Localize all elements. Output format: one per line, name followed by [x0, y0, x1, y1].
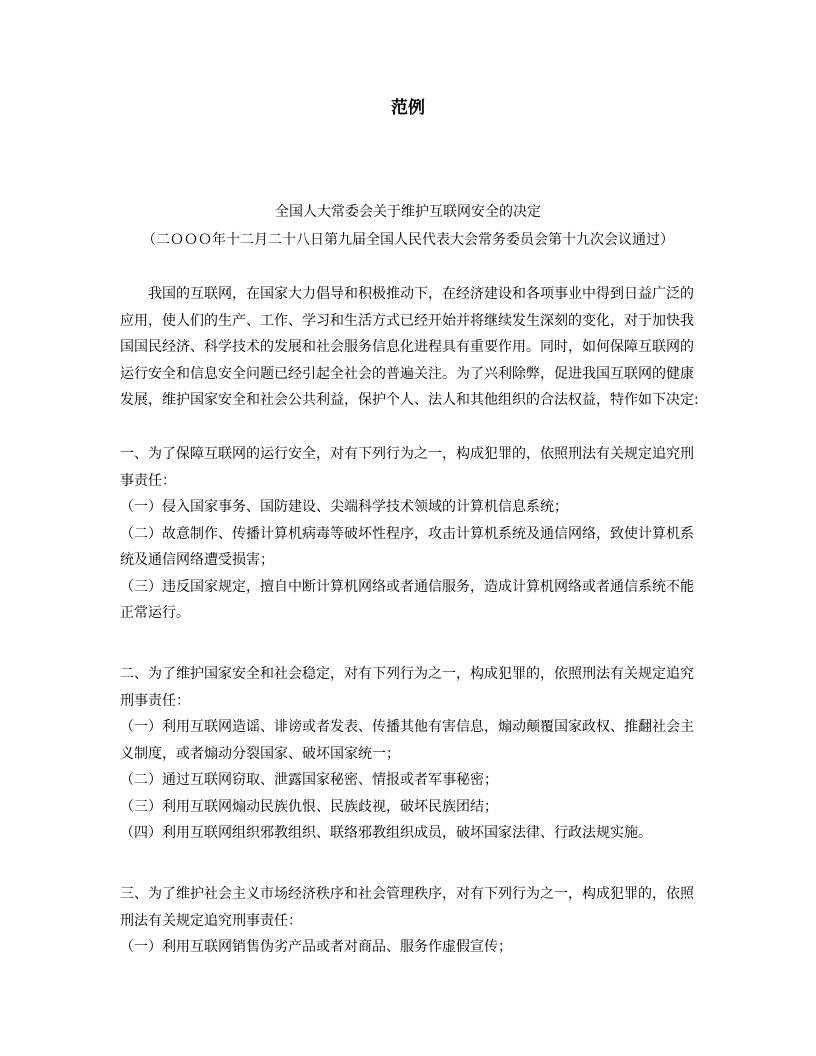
- text-line: 二、为了维护国家安全和社会稳定，对有下列行为之一，构成犯罪的，依照刑法有关规定追究: [120, 666, 694, 682]
- text-line: 义制度，或者煽动分裂国家、破坏国家统一；: [120, 745, 400, 762]
- text-line: 我国的互联网，在国家大力倡导和积极推动下，在经济建设和各项事业中得到日益广泛的: [148, 286, 694, 302]
- text-line: （一）利用互联网造谣、诽谤或者发表、传播其他有害信息，煽动颠覆国家政权、推翻社会主: [120, 719, 694, 735]
- text-line: 运行安全和信息安全问题已经引起全社会的普遍关注。为了兴利除弊，促进我国互联网的健康: [120, 365, 694, 382]
- text-line: （三）违反国家规定，擅自中断计算机网络或者通信服务，造成计算机网络或者通信系统不能: [120, 578, 694, 595]
- text-line: 一、为了保障互联网的运行安全，对有下列行为之一，构成犯罪的，依照刑法有关规定追究刑: [120, 446, 694, 462]
- text-line: 应用，使人们的生产、工作、学习和生活方式已经开始并将继续发生深刻的变化，对于加快我: [120, 312, 694, 329]
- text-line: 三、为了维护社会主义市场经济秩序和社会管理秩序，对有下列行为之一，构成犯罪的，依照: [120, 886, 694, 902]
- text-line: （二）故意制作、传播计算机病毒等破坏性程序，攻击计算机系统及通信网络，致使计算机系: [120, 525, 694, 542]
- text-line: 事责任：: [120, 472, 176, 489]
- document-subtitle: （二ＯＯＯ年十二月二十八日第九届全国人民代表大会常务委员会第十九次会议通过）: [142, 232, 674, 248]
- text-line: 发展，维护国家安全和社会公共利益，保护个人、法人和其他组织的合法权益，特作如下决定:: [120, 392, 699, 408]
- text-line: 国国民经济、科学技术的发展和社会服务信息化进程具有重要作用。同时，如何保障互联网的: [120, 339, 694, 355]
- section-one: [120, 441, 706, 627]
- page-heading: 范例: [391, 98, 425, 118]
- text-line: （三）利用互联网煽动民族仇恨、民族歧视，破坏民族团结；: [120, 798, 498, 815]
- preamble-paragraph: [120, 281, 706, 414]
- text-line: （一）侵入国家事务、国防建设、尖端科学技术领域的计算机信息系统；: [120, 499, 568, 515]
- text-line: （一）利用互联网销售伪劣产品或者对商品、服务作虚假宣传；: [120, 939, 512, 955]
- text-line: 刑法有关规定追究刑事责任：: [120, 912, 302, 929]
- text-line: 统及通信网络遭受损害；: [120, 552, 274, 568]
- text-line: 刑事责任：: [120, 692, 190, 709]
- section-two: [120, 661, 706, 847]
- document-title: 全国人大常委会关于维护互联网安全的决定: [275, 204, 541, 220]
- text-line: （二）通过互联网窃取、泄露国家秘密、情报或者军事秘密；: [120, 772, 498, 788]
- text-line: （四）利用互联网组织邪教组织、联络邪教组织成员，破坏国家法律、行政法规实施。: [120, 825, 652, 841]
- section-three: [120, 881, 706, 961]
- text-line: 正常运行。: [120, 605, 190, 621]
